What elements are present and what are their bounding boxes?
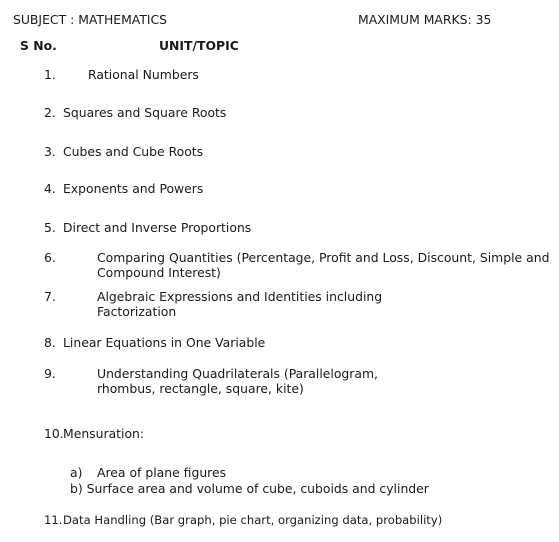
item-topic: Squares and Square Roots <box>63 105 227 120</box>
item-topic-line1: Understanding Quadrilaterals (Parallelogram, <box>97 366 378 381</box>
item-topic: Direct and Inverse Proportions <box>63 220 252 235</box>
max-marks-label: MAXIMUM MARKS: 35 <box>358 12 492 27</box>
item-number: 2. <box>44 105 56 120</box>
item-topic: Cubes and Cube Roots <box>63 144 204 159</box>
item-topic-line1: Comparing Quantities (Percentage, Profit and Loss, Discount, Simple and <box>97 250 550 265</box>
item-topic-line1: Algebraic Expressions and Identities including <box>97 289 383 304</box>
item-number: 6. <box>44 250 56 265</box>
item-number: 10. <box>44 426 64 441</box>
item-topic: Linear Equations in One Variable <box>63 335 266 350</box>
item-topic: Exponents and Powers <box>63 181 204 196</box>
item-topic-line2: Factorization <box>97 304 177 319</box>
item-number: 4. <box>44 181 56 196</box>
item-topic-line2: rhombus, rectangle, square, kite) <box>97 381 304 396</box>
subitem-a-label: a) <box>70 465 83 480</box>
subitem-b-text: b) Surface area and volume of cube, cuboids and cylinder <box>70 481 429 496</box>
sno-column-header: S No. <box>20 38 57 53</box>
item-number: 7. <box>44 289 56 304</box>
item-topic: Rational Numbers <box>88 67 199 82</box>
subject-label: SUBJECT : MATHEMATICS <box>13 12 168 27</box>
subitem-a-text: Area of plane figures <box>97 465 227 480</box>
item-number: 3. <box>44 144 56 159</box>
topic-column-header: UNIT/TOPIC <box>159 38 239 53</box>
item-topic: Data Handling (Bar graph, pie chart, organizing data, probability) <box>63 513 443 527</box>
item-number: 11. <box>44 513 63 527</box>
item-topic-line2: Compound Interest) <box>97 265 221 280</box>
item-number: 5. <box>44 220 56 235</box>
item-number: 9. <box>44 366 56 381</box>
item-number: 1. <box>44 67 56 82</box>
item-topic: Mensuration: <box>63 426 145 441</box>
item-number: 8. <box>44 335 56 350</box>
